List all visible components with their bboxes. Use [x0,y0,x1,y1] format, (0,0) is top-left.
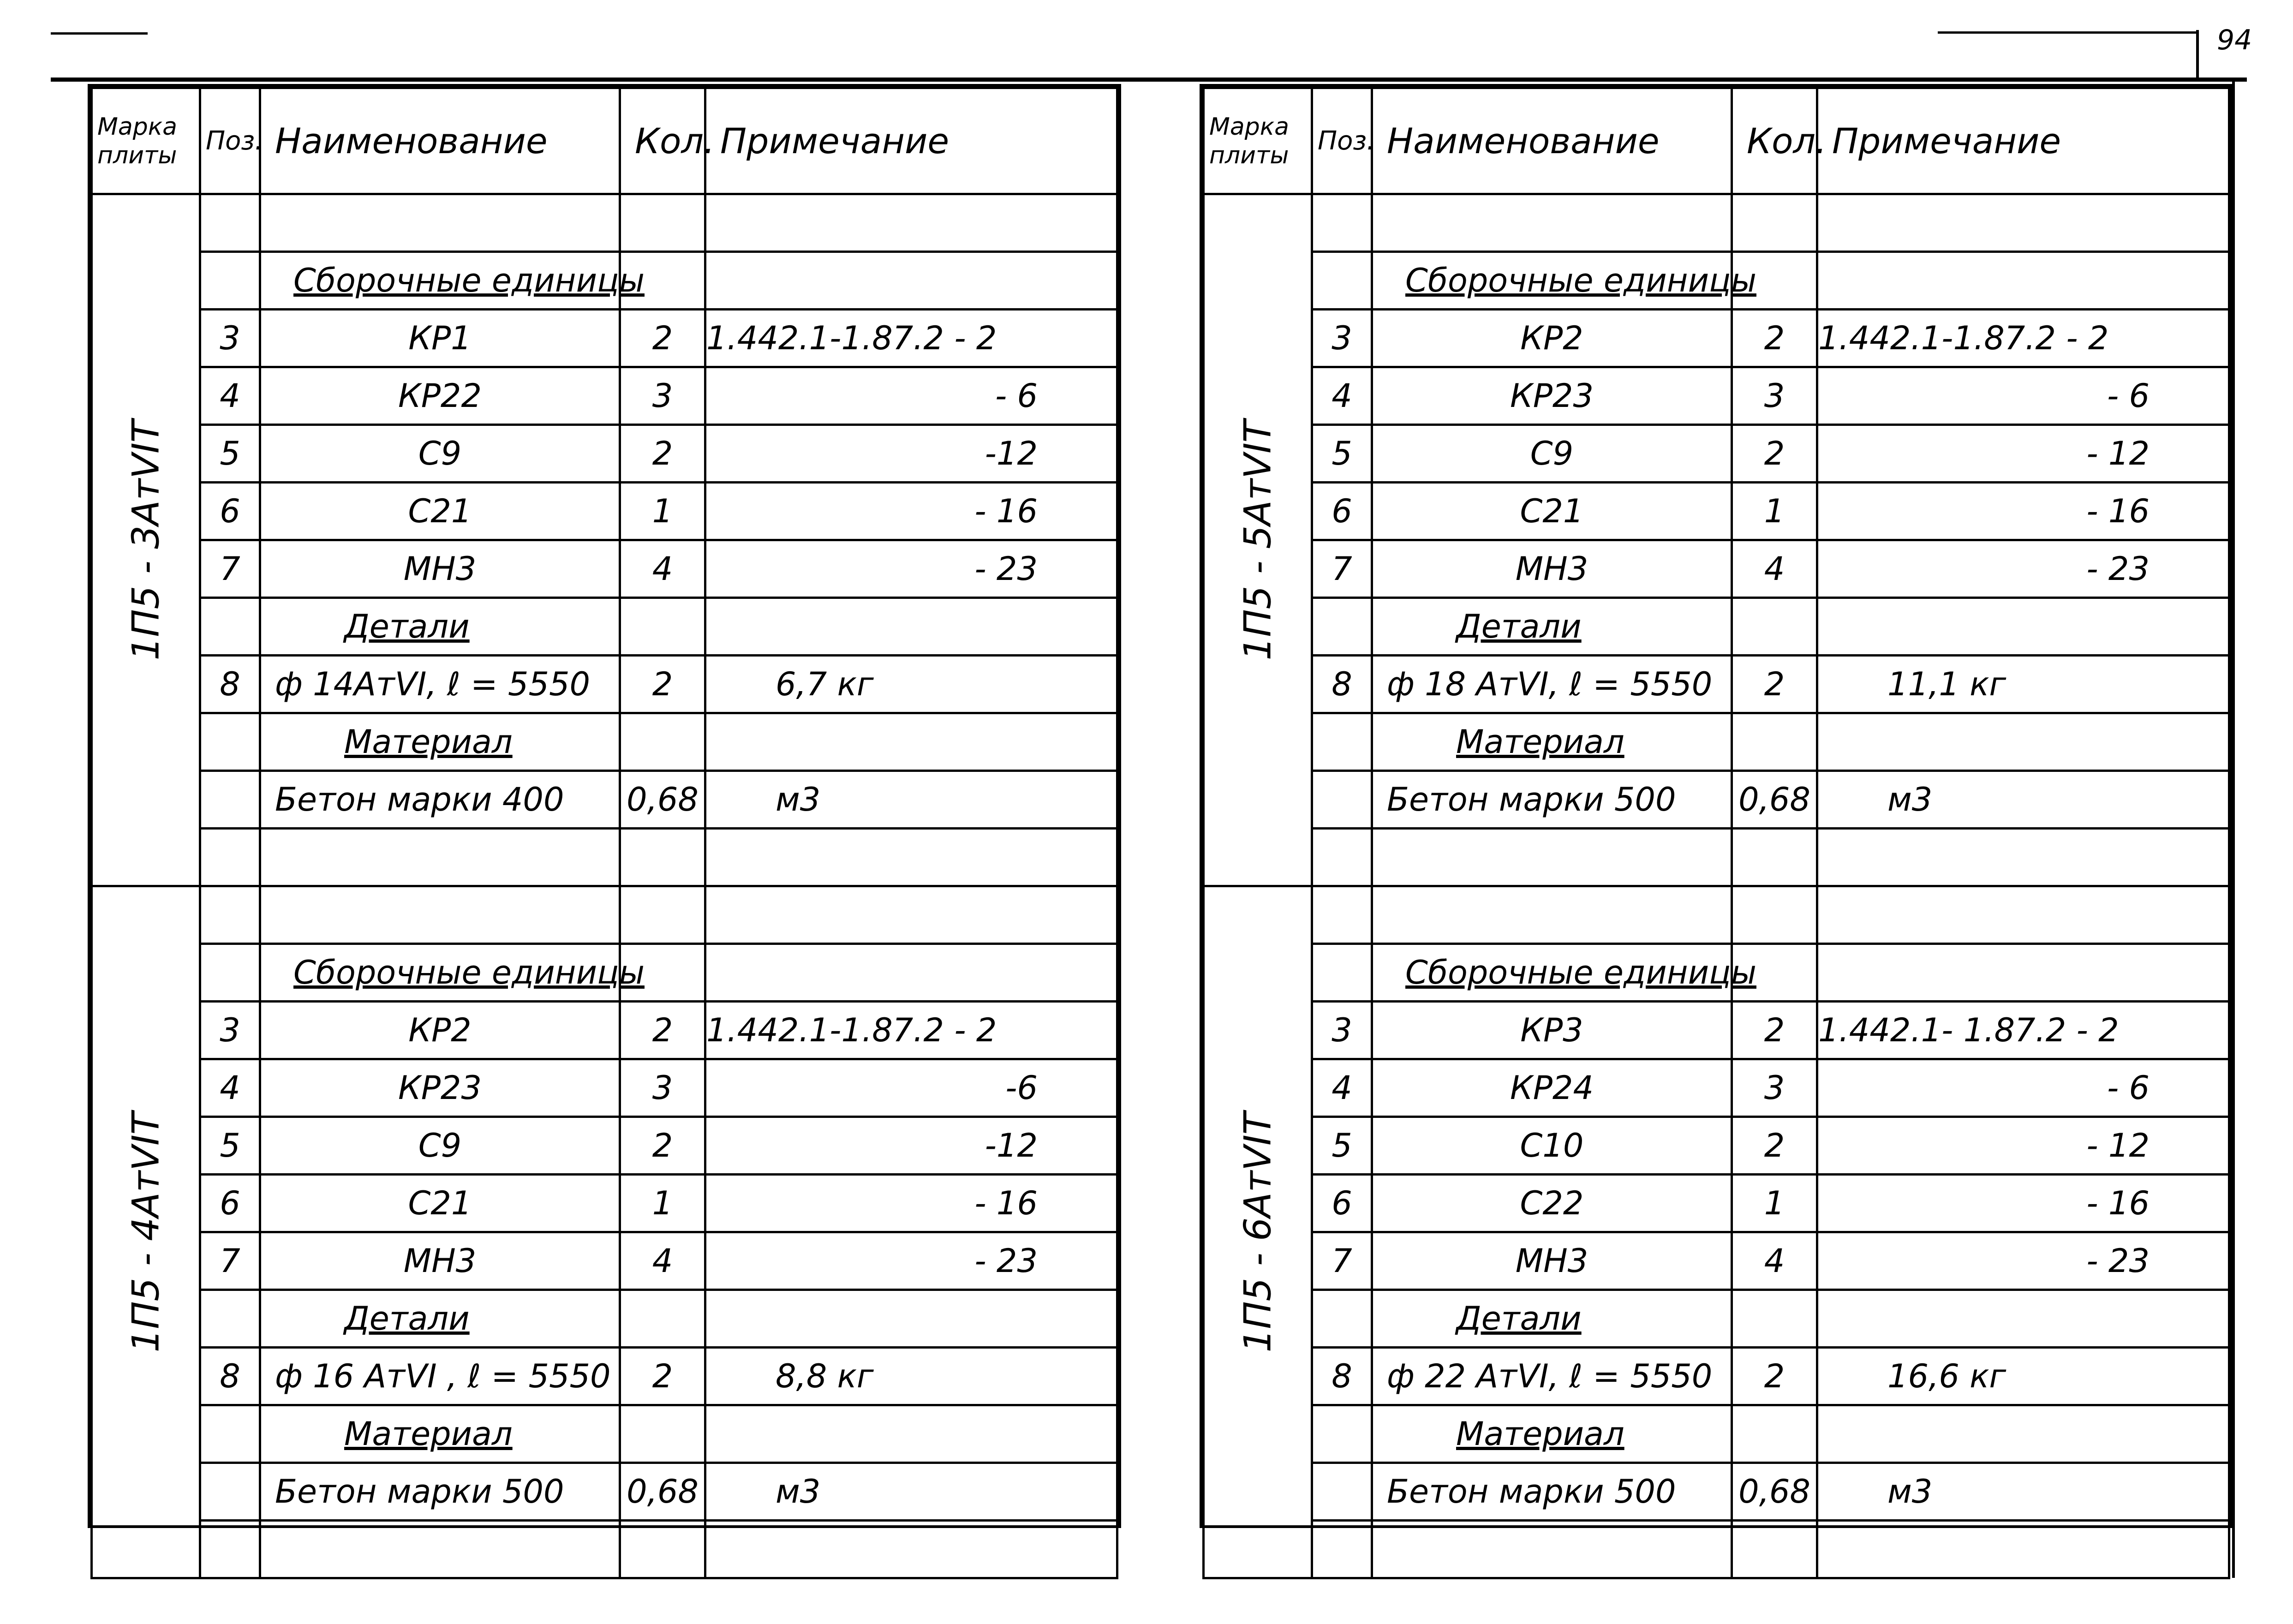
name-cell [260,194,620,252]
name-cell: Бетон марки 500 [260,1463,620,1521]
spec-row [1204,483,2229,540]
name-cell: С9 [1372,425,1732,483]
note-cell [1817,1521,2229,1578]
quantity-cell [620,713,705,771]
quantity-cell: 4 [620,540,705,598]
quantity-cell [1732,1405,1817,1463]
spec-row [92,1521,1117,1578]
name-cell: ф 16 АтVI , ℓ = 5550 [260,1348,620,1405]
quantity-cell [1732,1521,1817,1578]
position-cell: 3 [200,310,260,367]
name-cell [260,829,620,886]
spec-row [1204,598,2229,656]
quantity-cell: 2 [620,1117,705,1175]
spec-row [1204,1002,2229,1059]
quantity-cell: 2 [1732,656,1817,713]
position-cell [200,1463,260,1521]
spec-row [92,598,1117,656]
spec-row [92,771,1117,829]
note-cell: - 23 [1817,540,2229,598]
quantity-cell: 1 [620,1175,705,1232]
header-name: Наименование [1372,88,1732,194]
quantity-cell [1732,598,1817,656]
plate-mark-cell [1204,886,1312,1578]
position-cell: 7 [200,540,260,598]
note-cell [1817,194,2229,252]
header-note: Примечание [1817,88,2229,194]
note-cell: - 16 [705,1175,1117,1232]
note-cell: 1.442.1-1.87.2 - 2 [705,310,1117,367]
spec-row [92,1232,1117,1290]
name-cell: С22 [1372,1175,1732,1232]
spec-row [92,367,1117,425]
note-cell [1817,598,2229,656]
name-cell: Сборочные единицы [1372,944,1732,1002]
name-cell: Материал [1372,713,1732,771]
name-cell [1372,886,1732,944]
position-cell [200,829,260,886]
position-cell: 8 [200,1348,260,1405]
note-cell: 1.442.1- 1.87.2 - 2 [1817,1002,2229,1059]
quantity-cell [620,194,705,252]
position-cell [1312,829,1372,886]
note-cell [705,1405,1117,1463]
top-right-short-rule [1938,31,2196,34]
quantity-cell: 2 [1732,1117,1817,1175]
header-qty: Кол. [1732,88,1817,194]
page-number-box-left [2196,30,2199,81]
name-cell: С21 [1372,483,1732,540]
position-cell: 7 [200,1232,260,1290]
quantity-cell: 0,68 [620,1463,705,1521]
quantity-cell: 1 [620,483,705,540]
quantity-cell: 3 [1732,1059,1817,1117]
name-cell [1372,1521,1732,1578]
quantity-cell: 3 [1732,367,1817,425]
name-cell: С21 [260,483,620,540]
spec-row [1204,1290,2229,1348]
note-cell [705,598,1117,656]
name-cell: КР1 [260,310,620,367]
header-qty: Кол. [620,88,705,194]
note-cell: -6 [705,1059,1117,1117]
position-cell: 7 [1312,1232,1372,1290]
note-cell [1817,886,2229,944]
spec-row [1204,829,2229,886]
quantity-cell: 2 [620,425,705,483]
position-cell [1312,1463,1372,1521]
name-cell [260,1521,620,1578]
position-cell: 6 [1312,483,1372,540]
position-cell [1312,252,1372,310]
name-cell: ф 22 АтVI, ℓ = 5550 [1372,1348,1732,1405]
quantity-cell [1732,713,1817,771]
name-cell: С21 [260,1175,620,1232]
spec-sheet-right [1200,84,2233,1528]
header-name: Наименование [260,88,620,194]
quantity-cell [1732,829,1817,886]
note-cell: м3 [1817,771,2229,829]
name-cell: Детали [260,1290,620,1348]
name-cell: Детали [1372,598,1732,656]
name-cell: КР22 [260,367,620,425]
note-cell: - 23 [705,540,1117,598]
name-cell [260,886,620,944]
name-cell: КР2 [260,1002,620,1059]
note-cell: 1.442.1-1.87.2 - 2 [705,1002,1117,1059]
position-cell [200,598,260,656]
quantity-cell: 2 [620,310,705,367]
quantity-cell: 3 [620,1059,705,1117]
position-cell [200,886,260,944]
position-cell: 4 [1312,367,1372,425]
spec-block [92,194,1117,886]
name-cell [1372,194,1732,252]
spec-row [1204,252,2229,310]
spec-row [92,656,1117,713]
spec-row [92,252,1117,310]
header-mark: Марка плиты [92,88,200,194]
spec-row [92,886,1117,944]
position-cell [1312,771,1372,829]
spec-row [92,829,1117,886]
quantity-cell: 2 [1732,425,1817,483]
position-cell: 3 [1312,1002,1372,1059]
quantity-cell: 0,68 [1732,1463,1817,1521]
position-cell [1312,1405,1372,1463]
quantity-cell [620,1405,705,1463]
spec-block [1204,194,2229,886]
name-cell: Бетон марки 500 [1372,771,1732,829]
position-cell: 6 [200,483,260,540]
name-cell: ф 14АтVI, ℓ = 5550 [260,656,620,713]
quantity-cell [620,598,705,656]
position-cell: 5 [1312,1117,1372,1175]
spec-row [92,1463,1117,1521]
note-cell: 11,1 кг [1817,656,2229,713]
spec-row [92,1348,1117,1405]
position-cell: 8 [200,656,260,713]
position-cell [200,771,260,829]
spec-row [92,425,1117,483]
position-cell: 5 [200,1117,260,1175]
quantity-cell: 2 [1732,1002,1817,1059]
spec-row [1204,1348,2229,1405]
quantity-cell [620,829,705,886]
header-row [92,88,1117,194]
name-cell: МН3 [1372,1232,1732,1290]
name-cell: КР24 [1372,1059,1732,1117]
position-cell: 4 [200,1059,260,1117]
note-cell: м3 [1817,1463,2229,1521]
plate-mark: 1П5 - 4АтVIT [124,1111,167,1353]
name-cell: Бетон марки 500 [1372,1463,1732,1521]
spec-row [1204,1059,2229,1117]
name-cell: КР23 [260,1059,620,1117]
spec-row [92,1175,1117,1232]
position-cell: 7 [1312,540,1372,598]
spec-row [92,1117,1117,1175]
spec-row [92,1405,1117,1463]
quantity-cell: 0,68 [1732,771,1817,829]
spec-sheet-left [88,84,1121,1528]
quantity-cell: 0,68 [620,771,705,829]
plate-mark: 1П5 - 6АтVIT [1236,1111,1279,1353]
name-cell: МН3 [1372,540,1732,598]
spec-row [1204,540,2229,598]
spec-row [1204,1117,2229,1175]
spec-row [1204,771,2229,829]
note-cell: 8,8 кг [705,1348,1117,1405]
spec-row [92,540,1117,598]
plate-mark: 1П5 - 3АтVIT [124,419,167,661]
position-cell [1312,886,1372,944]
position-cell [200,1521,260,1578]
name-cell: Детали [260,598,620,656]
quantity-cell: 3 [620,367,705,425]
header-note: Примечание [705,88,1117,194]
name-cell: КР3 [1372,1002,1732,1059]
name-cell: МН3 [260,540,620,598]
position-cell [1312,713,1372,771]
note-cell: - 23 [1817,1232,2229,1290]
note-cell: -12 [705,1117,1117,1175]
note-cell [1817,944,2229,1002]
note-cell: - 12 [1817,425,2229,483]
quantity-cell: 4 [1732,1232,1817,1290]
spec-row [1204,367,2229,425]
plate-mark-cell [92,886,200,1578]
name-cell: Детали [1372,1290,1732,1348]
quantity-cell: 2 [620,656,705,713]
position-cell [200,713,260,771]
spec-row [1204,944,2229,1002]
spec-row [1204,656,2229,713]
note-cell [705,713,1117,771]
spec-row [1204,425,2229,483]
name-cell: КР23 [1372,367,1732,425]
plate-mark: 1П5 - 5АтVIT [1236,419,1279,661]
note-cell [705,829,1117,886]
name-cell: Сборочные единицы [260,252,620,310]
position-cell [1312,1521,1372,1578]
name-cell: Материал [1372,1405,1732,1463]
name-cell: С10 [1372,1117,1732,1175]
header-row [1204,88,2229,194]
spec-row [92,1290,1117,1348]
quantity-cell: 2 [620,1348,705,1405]
note-cell: - 16 [1817,1175,2229,1232]
note-cell: - 16 [1817,483,2229,540]
position-cell: 6 [1312,1175,1372,1232]
spec-table-right [1202,87,2230,1579]
note-cell [1817,1405,2229,1463]
top-left-short-rule [51,32,148,35]
note-cell [705,194,1117,252]
note-cell: - 16 [705,483,1117,540]
quantity-cell: 1 [1732,483,1817,540]
quantity-cell [620,1290,705,1348]
spec-block [1204,886,2229,1578]
spec-row [92,713,1117,771]
header-mark: Марка плиты [1204,88,1312,194]
quantity-cell [620,1521,705,1578]
position-cell [200,1405,260,1463]
plate-mark-cell [1204,194,1312,886]
name-cell: Материал [260,1405,620,1463]
note-cell [1817,1290,2229,1348]
note-cell [1817,829,2229,886]
quantity-cell [1732,1290,1817,1348]
position-cell: 4 [1312,1059,1372,1117]
page-number: 94 [2217,24,2252,56]
header-pos: Поз. [1312,88,1372,194]
position-cell [1312,194,1372,252]
spec-row [1204,1175,2229,1232]
quantity-cell: 2 [620,1002,705,1059]
quantity-cell: 2 [1732,310,1817,367]
header-pos: Поз. [200,88,260,194]
position-cell [1312,598,1372,656]
spec-table-left [90,87,1118,1579]
note-cell: -12 [705,425,1117,483]
position-cell: 5 [200,425,260,483]
position-cell: 8 [1312,656,1372,713]
spec-row [92,194,1117,252]
note-cell: - 6 [1817,367,2229,425]
position-cell: 6 [200,1175,260,1232]
note-cell: - 23 [705,1232,1117,1290]
note-cell: - 12 [1817,1117,2229,1175]
position-cell [200,252,260,310]
name-cell: Бетон марки 400 [260,771,620,829]
name-cell [1372,829,1732,886]
spec-row [1204,1463,2229,1521]
position-cell: 3 [200,1002,260,1059]
spec-row [1204,1521,2229,1578]
spec-row [92,310,1117,367]
note-cell: 1.442.1-1.87.2 - 2 [1817,310,2229,367]
quantity-cell: 4 [620,1232,705,1290]
name-cell: МН3 [260,1232,620,1290]
spec-row [92,483,1117,540]
spec-row [1204,1405,2229,1463]
spec-block [92,886,1117,1578]
note-cell: м3 [705,1463,1117,1521]
note-cell [1817,713,2229,771]
position-cell [200,1290,260,1348]
quantity-cell [1732,886,1817,944]
note-cell: м3 [705,771,1117,829]
spec-row [1204,713,2229,771]
quantity-cell: 2 [1732,1348,1817,1405]
quantity-cell [620,886,705,944]
note-cell: - 6 [705,367,1117,425]
spec-row [92,1002,1117,1059]
note-cell [705,1290,1117,1348]
position-cell: 3 [1312,310,1372,367]
note-cell [705,944,1117,1002]
plate-mark-cell [92,194,200,886]
name-cell: С9 [260,425,620,483]
position-cell: 8 [1312,1348,1372,1405]
spec-row [92,1059,1117,1117]
position-cell [1312,944,1372,1002]
quantity-cell [1732,194,1817,252]
name-cell: С9 [260,1117,620,1175]
spec-row [1204,1232,2229,1290]
position-cell [200,944,260,1002]
quantity-cell: 1 [1732,1175,1817,1232]
name-cell: Сборочные единицы [260,944,620,1002]
note-cell: 6,7 кг [705,656,1117,713]
position-cell [200,194,260,252]
spec-row [1204,310,2229,367]
note-cell [1817,252,2229,310]
position-cell: 5 [1312,425,1372,483]
name-cell: КР2 [1372,310,1732,367]
spec-row [92,944,1117,1002]
note-cell: - 6 [1817,1059,2229,1117]
name-cell: Материал [260,713,620,771]
spec-row [1204,886,2229,944]
position-cell: 4 [200,367,260,425]
note-cell [705,252,1117,310]
name-cell: Сборочные единицы [1372,252,1732,310]
spec-row [1204,194,2229,252]
quantity-cell: 4 [1732,540,1817,598]
note-cell [705,886,1117,944]
note-cell [705,1521,1117,1578]
name-cell: ф 18 АтVI, ℓ = 5550 [1372,656,1732,713]
top-frame-rule [51,78,2247,82]
position-cell [1312,1290,1372,1348]
note-cell: 16,6 кг [1817,1348,2229,1405]
